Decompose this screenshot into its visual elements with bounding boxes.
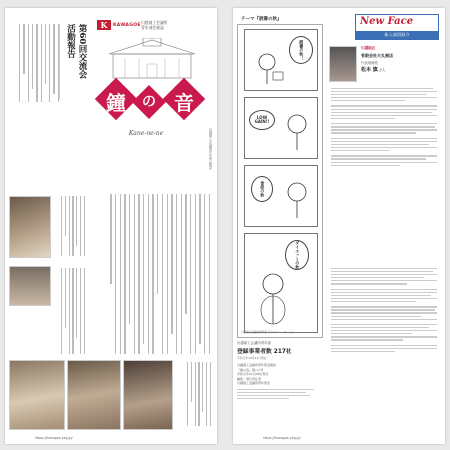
logo-mark: K [97,20,111,30]
article-title: 第60回交流会 活動報告 [65,24,87,79]
left-mid-text [53,194,87,260]
new-face-subtitle: 新入部員紹介 [356,31,438,39]
event-photo-2 [9,266,51,306]
comic-panel-4 [244,233,318,333]
left-lower-text [53,266,87,356]
publisher: 川越商工会議所青年部会報誌 [237,363,277,367]
comic-panel-3 [244,165,318,227]
masthead-char-3: 音 [174,91,194,115]
building-illustration [105,38,199,80]
header-org: 川越商工会議所 青年部会報誌 [141,20,168,30]
event-photo-5 [123,360,173,430]
comic-theme: テーマ『読書の秋』 [241,17,282,22]
left-page [5,8,217,444]
editor-label: 編集・発行責任者 [237,376,262,381]
rep-title: 代表取締役 [361,61,378,65]
left-page-url[interactable]: https://kawagoe-yeg.jp/ [35,436,73,440]
new-face-body [329,86,439,256]
logo-text: KAWAGOE [113,22,141,28]
member-photo [329,46,357,82]
masthead-char-1: 鐘 [106,91,126,115]
comic-bubble-4: ダイエットの秋 [285,240,309,270]
event-photo-4 [67,360,121,430]
comic-bubble-2: LOW GAIN!! [249,110,275,130]
comic-bubble-1: 読書の秋！ [289,36,313,64]
new-face-header [355,14,439,40]
company-area: 川越地区 [361,46,376,50]
event-photo-3 [9,360,65,430]
masthead [91,18,213,186]
rep-name-row [361,66,386,73]
main-article-text [91,192,213,360]
publication: 『鐘の音』第○○号 [237,367,264,372]
rep-name: 松本 旗 [361,67,378,73]
masthead-title [91,78,213,128]
right-page [233,8,445,444]
roster-title: 登録事業者数 217社 [237,349,292,355]
event-photo-1 [9,196,51,258]
roster-org: 川越商工会議所青年部 [237,341,271,345]
comic-panel-1 [244,29,318,91]
issue-date: 令和元年11月30日発行 [237,372,269,376]
comic-panel-2 [244,97,318,159]
masthead-char-2: の [142,94,156,110]
right-page-url[interactable]: https://kawagoe-yeg.jp/ [263,436,301,440]
editor-org: 川越商工会議所青年部会 [237,381,271,385]
right-lower-text [329,266,439,436]
comic-strip [237,24,323,338]
rep-suffix: さん [378,68,386,72]
comic-figure-2 [277,110,317,154]
comic-figure-3 [277,178,317,222]
roster-date: 令和元年10月31日現在 [237,356,267,360]
bottom-right-text [175,360,213,430]
comic-bubble-3: 食欲の秋 [251,176,273,202]
masthead-romaji: Kane-ne-ne [128,130,164,137]
logo [97,20,141,30]
new-face-title: New Face [360,16,414,27]
comic-figure-1 [249,48,289,88]
comic-figure-4 [251,270,295,330]
left-top-text-lines [9,24,59,104]
masthead-side-caption: 川越商工会議所青年部会報誌 [208,128,212,170]
company-name: 有限会社大丸商店 [361,53,393,58]
roster-box [237,340,323,432]
comic-credit: 川越商工会議所青年部 イラストレーター ○○ [241,331,294,334]
